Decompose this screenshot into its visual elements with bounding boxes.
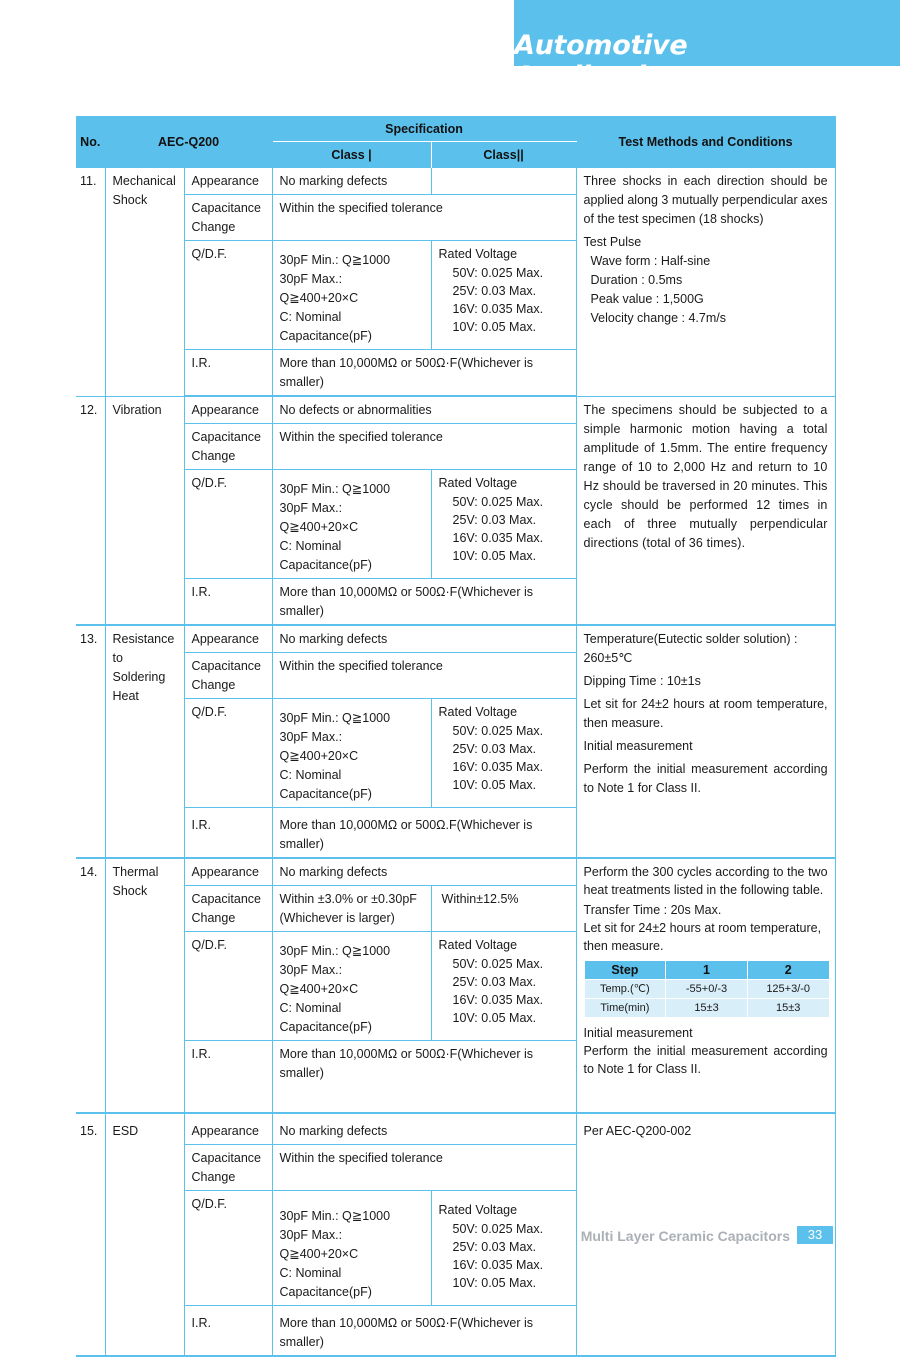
capacitance-value: Within the specified tolerance: [272, 1145, 576, 1191]
qdf-class2: Rated Voltage 50V: 0.025 Max. 25V: 0.03 Max. 16V: 0.035 Max. 10V: 0.05 Max.: [431, 470, 576, 579]
capacitance-value: Within the specified tolerance: [272, 424, 576, 470]
qdf-label: Q/D.F.: [184, 1191, 272, 1306]
qdf-class1: 30pF Min.: Q≧1000 30pF Max.: Q≧400+20×C C: Nominal Capacitance(pF): [272, 1191, 431, 1306]
table-row: [76, 858, 835, 886]
qdf-class1: 30pF Min.: Q≧1000 30pF Max.: Q≧400+20×C C: Nominal Capacitance(pF): [272, 699, 431, 808]
capacitance-label: Capacitance Change: [184, 1145, 272, 1191]
appearance-label: Appearance: [184, 396, 272, 424]
ir-label: I.R.: [184, 808, 272, 859]
page-number: 33: [797, 1226, 833, 1244]
col-header-specification: Specification: [272, 116, 576, 142]
qdf-class1: 30pF Min.: Q≧1000 30pF Max.: Q≧400+20×C C: Nominal Capacitance(pF): [272, 241, 431, 350]
qdf-class1: 30pF Min.: Q≧1000 30pF Max.: Q≧400+20×C C: Nominal Capacitance(pF): [272, 470, 431, 579]
ir-value: More than 10,000MΩ or 500Ω·F(Whichever is smaller): [272, 1306, 576, 1357]
test-conditions: Per AEC-Q200-002: [576, 1113, 835, 1356]
item-category: Thermal Shock: [105, 858, 184, 1113]
table-row: [76, 168, 835, 195]
item-category: Vibration: [105, 396, 184, 625]
qdf-class2: Rated Voltage 50V: 0.025 Max. 25V: 0.03 Max. 16V: 0.035 Max. 10V: 0.05 Max.: [431, 241, 576, 350]
test-conditions: Temperature(Eutectic solder solution) : 260±5℃ Dipping Time : 10±1s Let sit for 24±2 hours at room temperature, then measure. Initial measurement Perform the initial measurement according to Note 1 for Class II.: [576, 625, 835, 858]
table-row: [76, 1113, 835, 1145]
qdf-class1: 30pF Min.: Q≧1000 30pF Max.: Q≧400+20×C C: Nominal Capacitance(pF): [272, 932, 431, 1041]
table-row: [76, 396, 835, 424]
appearance-value: No marking defects: [272, 858, 576, 886]
ir-label: I.R.: [184, 579, 272, 626]
test-conditions: The specimens should be subjected to a simple harmonic motion having a total amplitude of 1.5mm. The entire frequency range of 10 to 2,000 Hz and return to 10 Hz should be traversed in 20 minutes. This cycle should be performed 12 times in each of three mutually perpendicular directions (total of 36 times).: [576, 396, 835, 625]
qdf-label: Q/D.F.: [184, 699, 272, 808]
capacitance-label: Capacitance Change: [184, 195, 272, 241]
ir-label: I.R.: [184, 1306, 272, 1357]
item-category: ESD: [105, 1113, 184, 1356]
appearance-class1: No marking defects: [272, 168, 431, 195]
appearance-class2: [431, 168, 576, 195]
ir-value: More than 10,000MΩ or 500Ω·F(Whichever is smaller): [272, 350, 576, 397]
capacitance-class2: Within±12.5%: [431, 886, 576, 932]
qdf-class2: Rated Voltage 50V: 0.025 Max. 25V: 0.03 Max. 16V: 0.035 Max. 10V: 0.05 Max.: [431, 1191, 576, 1306]
appearance-value: No defects or abnormalities: [272, 396, 576, 424]
steps-header: 2: [747, 961, 829, 980]
qdf-label: Q/D.F.: [184, 470, 272, 579]
appearance-value: No marking defects: [272, 1113, 576, 1145]
header-banner: [514, 0, 900, 92]
steps-header: Step: [584, 961, 666, 980]
footer-product: Multi Layer Ceramic Capacitors: [580, 1228, 790, 1244]
test-conditions: Perform the 300 cycles according to the two heat treatments listed in the following table. Transfer Time : 20s Max. Let sit for 24±2 hours at room temperature, then measure. Step 1 2 Temp.(℃) -55+0/-3 125+3/-0 Time(min) 15±3 15±3 Initial measurement Perform the initial measurement according to Note 1 for Class II.: [576, 858, 835, 1113]
table-row: [76, 625, 835, 653]
capacitance-value: Within the specified tolerance: [272, 653, 576, 699]
qdf-class2: Rated Voltage 50V: 0.025 Max. 25V: 0.03 Max. 16V: 0.035 Max. 10V: 0.05 Max.: [431, 699, 576, 808]
thermal-steps-table: [584, 960, 830, 1018]
steps-header: 1: [666, 961, 748, 980]
capacitance-label: Capacitance Change: [184, 886, 272, 932]
col-header-class2: Class||: [431, 142, 576, 168]
col-header-no: No.: [76, 116, 105, 168]
steps-cell: Temp.(℃): [584, 980, 666, 999]
appearance-label: Appearance: [184, 1113, 272, 1145]
item-number: 11.: [76, 168, 105, 397]
appearance-label: Appearance: [184, 858, 272, 886]
appearance-label: Appearance: [184, 625, 272, 653]
steps-cell: 125+3/-0: [747, 980, 829, 999]
page-title: Automotive Applications: [514, 30, 699, 92]
col-header-class1: Class |: [272, 142, 431, 168]
ir-label: I.R.: [184, 1041, 272, 1114]
capacitance-value: Within the specified tolerance: [272, 195, 576, 241]
item-category: Mechanical Shock: [105, 168, 184, 397]
appearance-value: No marking defects: [272, 625, 576, 653]
col-header-aec: AEC-Q200: [105, 116, 272, 168]
capacitance-label: Capacitance Change: [184, 653, 272, 699]
item-number: 12.: [76, 396, 105, 625]
capacitance-class1: Within ±3.0% or ±0.30pF (Whichever is larger): [272, 886, 431, 932]
ir-value: More than 10,000MΩ or 500Ω·F(Whichever is smaller): [272, 1041, 576, 1114]
item-number: 13.: [76, 625, 105, 858]
item-number: 14.: [76, 858, 105, 1113]
ir-value: More than 10,000MΩ or 500Ω.F(Whichever is smaller): [272, 808, 576, 859]
steps-cell: 15±3: [666, 999, 748, 1018]
col-header-test: Test Methods and Conditions: [576, 116, 835, 168]
item-category: Resistance to Soldering Heat: [105, 625, 184, 858]
test-conditions: Three shocks in each direction should be applied along 3 mutually perpendicular axes of the test specimen (18 shocks) Test Pulse Wave form : Half-sine Duration : 0.5ms Peak value : 1,500G Velocity change : 4.7m/s: [576, 168, 835, 397]
qdf-label: Q/D.F.: [184, 241, 272, 350]
qdf-label: Q/D.F.: [184, 932, 272, 1041]
capacitance-label: Capacitance Change: [184, 424, 272, 470]
spec-table: [76, 116, 836, 1357]
appearance-label: Appearance: [184, 168, 272, 195]
steps-cell: -55+0/-3: [666, 980, 748, 999]
steps-cell: 15±3: [747, 999, 829, 1018]
ir-value: More than 10,000MΩ or 500Ω·F(Whichever is smaller): [272, 579, 576, 626]
qdf-class2: Rated Voltage 50V: 0.025 Max. 25V: 0.03 Max. 16V: 0.035 Max. 10V: 0.05 Max.: [431, 932, 576, 1041]
steps-cell: Time(min): [584, 999, 666, 1018]
ir-label: I.R.: [184, 350, 272, 397]
item-number: 15.: [76, 1113, 105, 1356]
